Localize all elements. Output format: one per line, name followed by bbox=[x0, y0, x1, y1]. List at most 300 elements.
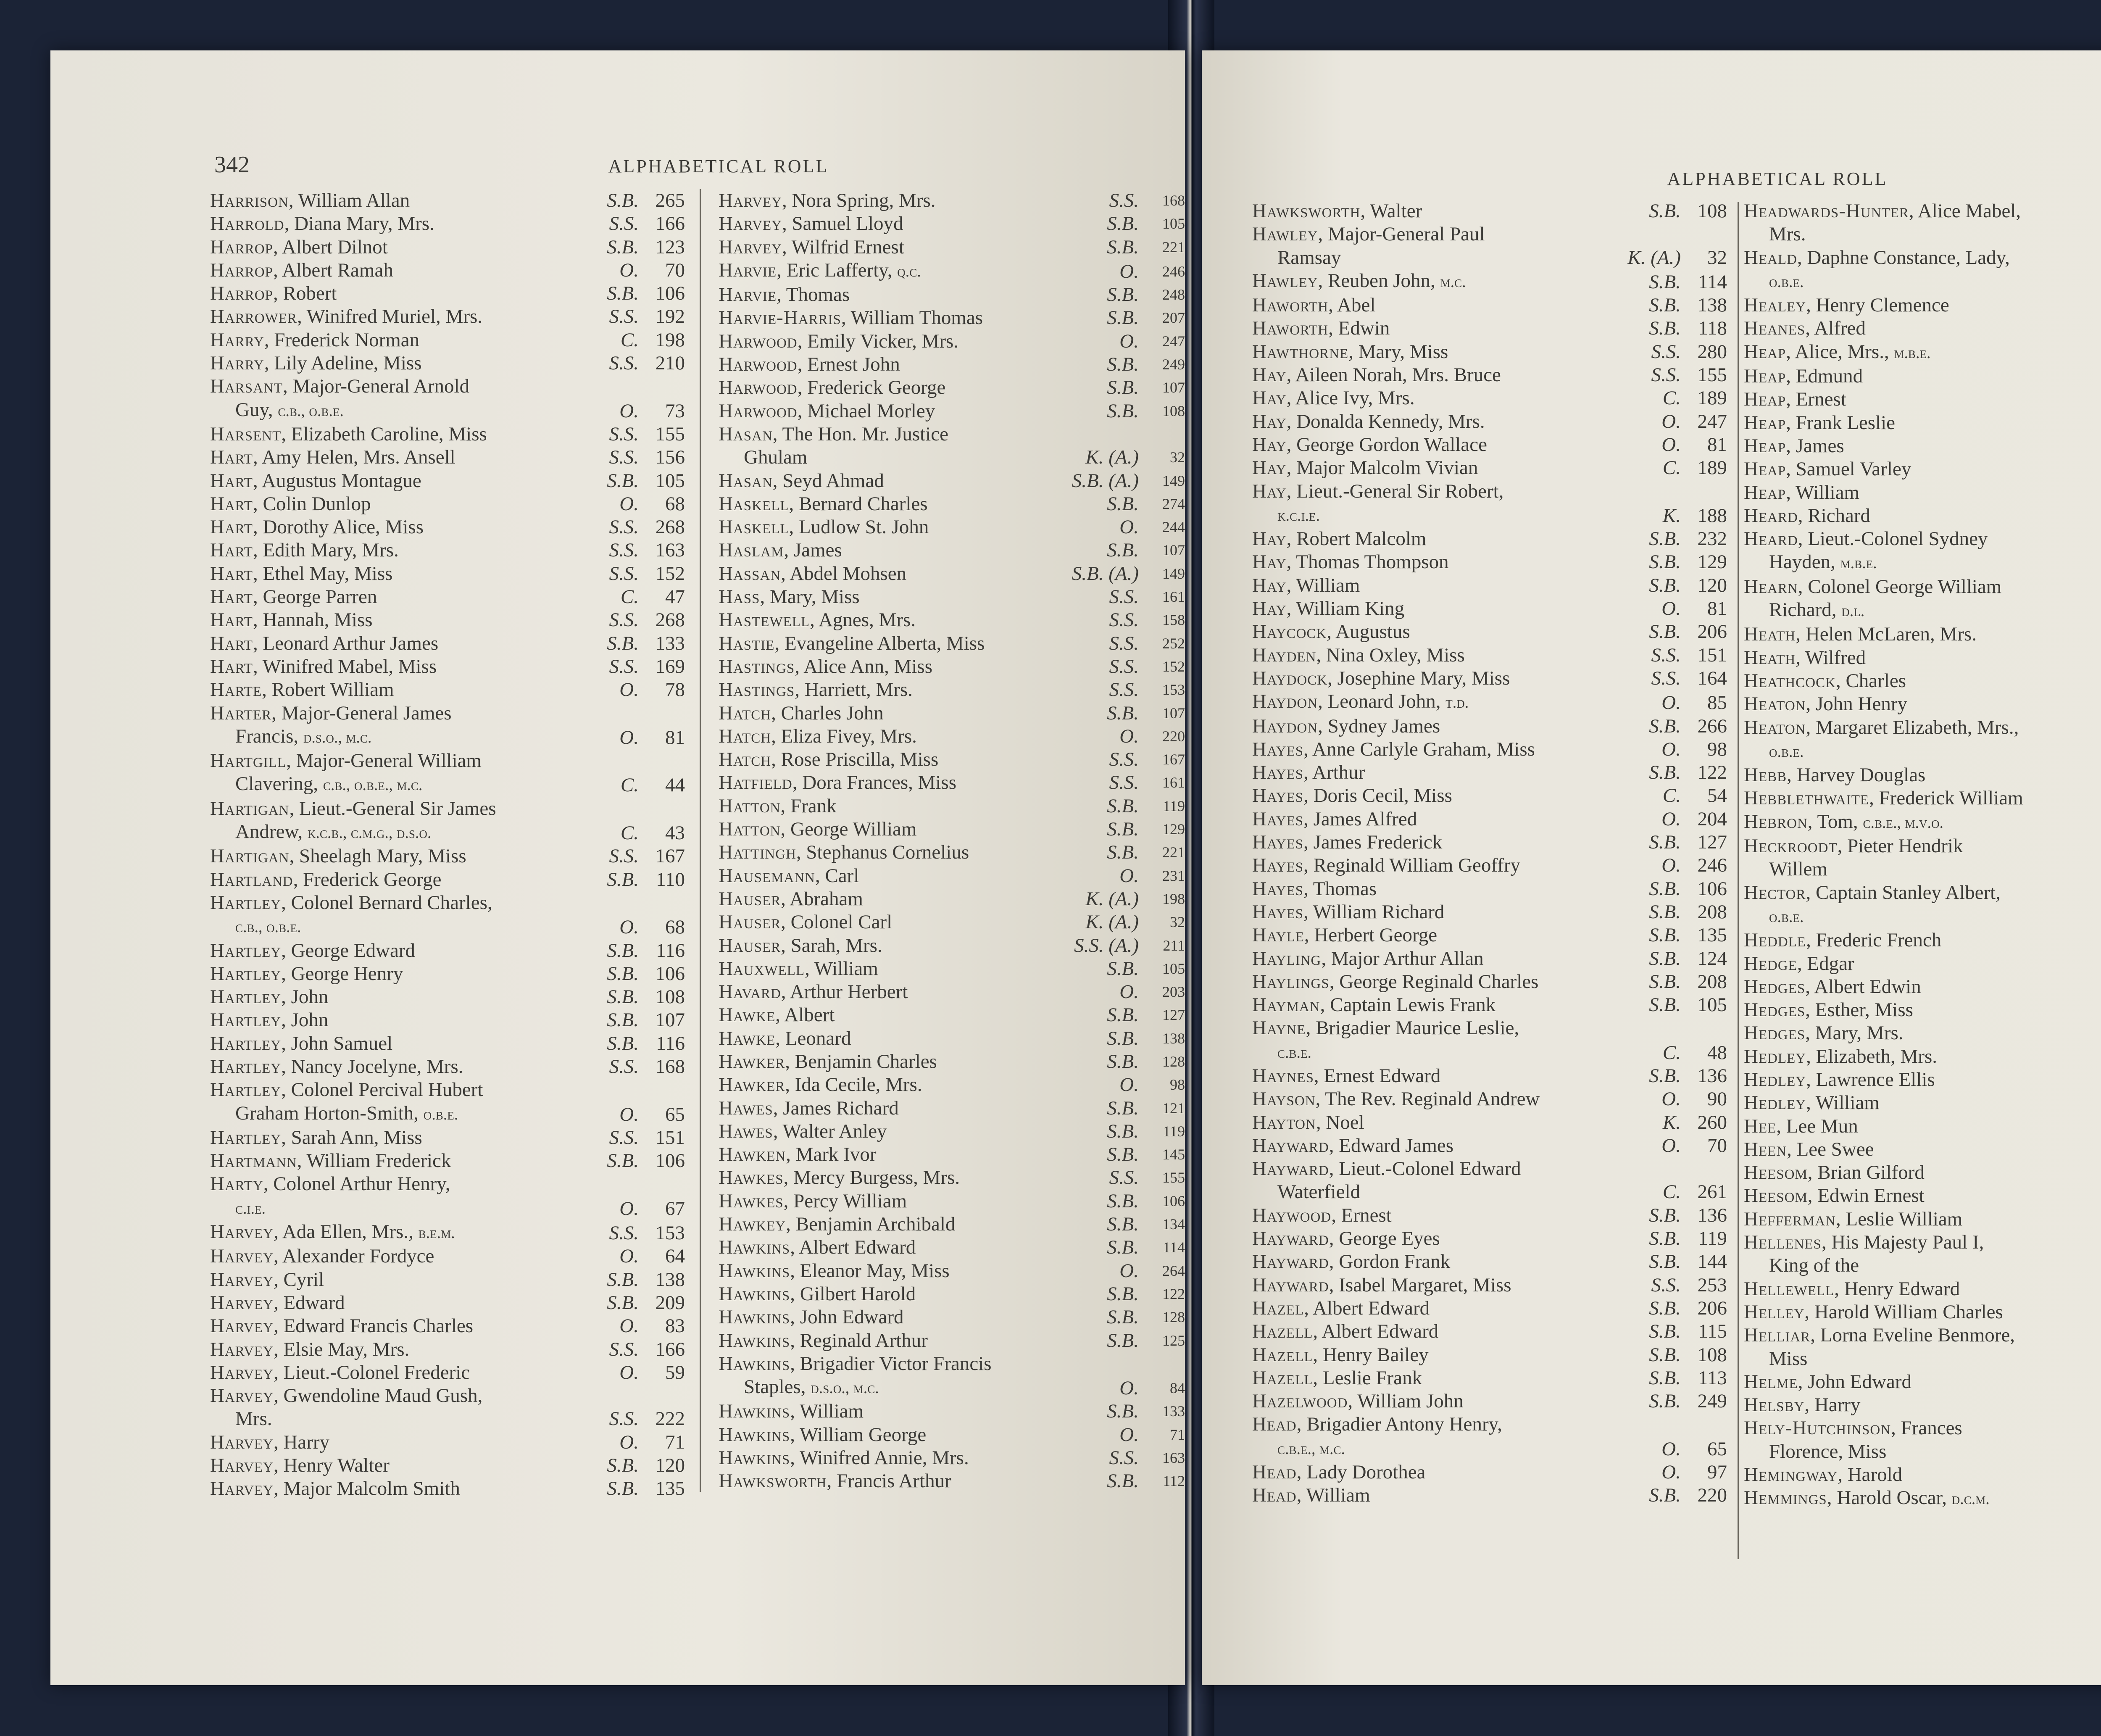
award-class: S.B. bbox=[1649, 1320, 1681, 1343]
roll-entry bbox=[1252, 294, 1727, 317]
page-reference: 67 bbox=[665, 1197, 685, 1220]
page-reference: 98 bbox=[1170, 1076, 1185, 1093]
roll-entry bbox=[210, 1384, 685, 1431]
given-names: , Ludlow St. John bbox=[789, 516, 929, 538]
page-reference: 113 bbox=[1698, 1367, 1727, 1389]
award-class: S.B. bbox=[1649, 200, 1681, 222]
roll-entry bbox=[1252, 1111, 1727, 1134]
page-reference: 232 bbox=[1697, 528, 1727, 550]
honours: c.b.e. bbox=[1277, 1043, 1312, 1062]
surname: Heald bbox=[1744, 246, 1797, 269]
given-names: , George Edward bbox=[281, 939, 415, 962]
roll-entry bbox=[1252, 223, 1727, 269]
award-class: S.S. bbox=[1109, 586, 1139, 608]
surname: Heathcock bbox=[1744, 669, 1836, 692]
entry-line bbox=[719, 609, 1080, 632]
roll-entry bbox=[1744, 1324, 2101, 1370]
given-names: , Abel bbox=[1328, 294, 1376, 316]
given-names: , John Samuel bbox=[281, 1032, 393, 1054]
given-names: , Captain Stanley Albert, bbox=[1806, 881, 2001, 904]
entry-line bbox=[210, 939, 580, 962]
given-names: , Colonel Arthur Henry, bbox=[263, 1173, 450, 1195]
award-class: O. bbox=[1661, 1134, 1681, 1156]
surname: Hawkes bbox=[719, 1167, 784, 1189]
given-names: , Major Arthur Allan bbox=[1321, 947, 1484, 969]
given-names: , Mary, Mrs. bbox=[1805, 1022, 1904, 1044]
page-reference: 115 bbox=[1698, 1320, 1727, 1343]
award-class: S.S. bbox=[1109, 772, 1139, 794]
entry-line bbox=[1252, 1204, 1622, 1227]
given-names: , Albert Edward bbox=[1304, 1297, 1430, 1319]
page-reference: 149 bbox=[1162, 565, 1185, 582]
given-names: , Lee Swee bbox=[1787, 1138, 1874, 1160]
roll-entry bbox=[210, 891, 685, 939]
roll-entry bbox=[719, 306, 1185, 329]
entry-line bbox=[210, 1454, 580, 1477]
surname: Hay bbox=[1252, 551, 1287, 573]
roll-entry bbox=[719, 980, 1185, 1004]
page-reference: 209 bbox=[655, 1291, 685, 1314]
given-names: , Leonard Arthur James bbox=[253, 632, 439, 654]
page-reference: 54 bbox=[1707, 785, 1727, 807]
entry-line bbox=[1744, 929, 2101, 952]
entry-line bbox=[1252, 1088, 1622, 1111]
roll-entry bbox=[1744, 1486, 2101, 1511]
given-names: , Dorothy Alice, Miss bbox=[253, 516, 424, 538]
given-names: , Ernest bbox=[1331, 1204, 1392, 1226]
entry-line bbox=[210, 725, 580, 749]
surname: Hastewell bbox=[719, 609, 810, 631]
given-names: , Frederick William bbox=[1869, 787, 2023, 809]
given-names: , John Edward bbox=[790, 1306, 904, 1328]
honours: o.b.e. bbox=[1769, 273, 1804, 291]
entry-line bbox=[1252, 551, 1622, 574]
given-names: , George Parren bbox=[253, 586, 377, 608]
page-reference: 107 bbox=[1162, 542, 1185, 559]
award-class: S.B. bbox=[1107, 284, 1139, 306]
roll-entry bbox=[1252, 667, 1727, 690]
entry-line bbox=[1252, 433, 1622, 456]
surname: Harvey bbox=[719, 236, 782, 258]
surname: Hartigan bbox=[210, 845, 290, 867]
page-reference: 261 bbox=[1697, 1181, 1727, 1203]
roll-entry bbox=[1744, 787, 2101, 810]
entry-line bbox=[719, 562, 1080, 585]
surname: Haynes bbox=[1252, 1064, 1314, 1087]
award-class: S.S. bbox=[609, 213, 639, 235]
roll-entry bbox=[1744, 340, 2101, 365]
given-names: , Henry Edward bbox=[1834, 1278, 1960, 1300]
award-class: S.B. bbox=[1107, 307, 1139, 329]
entry-line bbox=[719, 376, 1080, 399]
given-names: , William bbox=[805, 957, 878, 980]
given-names: , The Hon. Mr. Justice bbox=[772, 423, 948, 445]
page-reference: 153 bbox=[1162, 681, 1185, 698]
given-names: , Abraham bbox=[781, 888, 863, 910]
honours: o.b.e. bbox=[1769, 908, 1804, 926]
roll-entry bbox=[719, 841, 1185, 864]
award-class: O. bbox=[1119, 725, 1139, 747]
page-reference: 198 bbox=[655, 329, 685, 351]
award-class: S.B. bbox=[1649, 1390, 1681, 1412]
surname: Harte bbox=[210, 679, 262, 701]
award-class: S.S. bbox=[1109, 609, 1139, 631]
roll-entry bbox=[1744, 1091, 2101, 1114]
entry-line bbox=[1744, 1115, 2101, 1138]
surname: Harwood bbox=[719, 353, 798, 376]
given-names: , Brigadier Antony Henry, bbox=[1296, 1413, 1502, 1436]
entry-line bbox=[210, 539, 580, 562]
entry-line bbox=[1744, 1091, 2101, 1114]
surname: Hastings bbox=[719, 679, 795, 701]
page-reference: 108 bbox=[1697, 200, 1727, 222]
page-reference: 145 bbox=[1162, 1146, 1185, 1163]
page-reference: 133 bbox=[655, 632, 685, 654]
page-reference: 166 bbox=[655, 1338, 685, 1360]
given-names: , Lieut.-Colonel Sydney bbox=[1798, 528, 1988, 550]
surname: Hawkins bbox=[719, 1329, 790, 1351]
entry-line bbox=[1252, 1227, 1622, 1250]
roll-entry bbox=[1744, 835, 2101, 881]
given-names: Andrew, bbox=[235, 821, 308, 843]
entry-line bbox=[210, 914, 580, 939]
page-reference: 71 bbox=[665, 1431, 685, 1453]
page-reference: 189 bbox=[1697, 457, 1727, 479]
roll-entry bbox=[719, 818, 1185, 841]
surname: Hemingway bbox=[1744, 1464, 1838, 1486]
surname: Hee bbox=[1744, 1115, 1777, 1137]
given-names: , William Allan bbox=[288, 190, 410, 211]
page-reference: 268 bbox=[655, 516, 685, 538]
entry-line bbox=[719, 330, 1080, 353]
roll-entry bbox=[1744, 458, 2101, 481]
page-reference: 65 bbox=[665, 1103, 685, 1125]
roll-entry bbox=[1252, 456, 1727, 479]
given-names: , Robert William bbox=[262, 679, 394, 701]
surname: Hawkins bbox=[719, 1236, 790, 1259]
roll-entry bbox=[1744, 1138, 2101, 1161]
entry-line bbox=[210, 446, 580, 469]
surname: Hawke bbox=[719, 1027, 776, 1049]
entry-line bbox=[1252, 1413, 1622, 1436]
given-names: , Thomas bbox=[1303, 877, 1377, 900]
honours: o.b.e. bbox=[423, 1105, 458, 1123]
surname: Hatfield bbox=[719, 772, 792, 794]
given-names: , Sydney James bbox=[1318, 715, 1440, 737]
surname: Hasan bbox=[719, 469, 773, 492]
given-names: , Ernest John bbox=[797, 353, 900, 376]
roll-entry bbox=[1744, 716, 2101, 764]
entry-line bbox=[1744, 835, 2101, 858]
entry-line bbox=[1744, 340, 2101, 365]
entry-line bbox=[1252, 503, 1622, 527]
entry-line bbox=[1252, 269, 1622, 294]
surname: Hartmann bbox=[210, 1150, 297, 1172]
roll-entry bbox=[210, 446, 685, 469]
page-reference: 44 bbox=[665, 774, 685, 796]
entry-line bbox=[210, 493, 580, 516]
surname: Hatton bbox=[719, 818, 781, 840]
roll-entry bbox=[1744, 411, 2101, 435]
award-class: O. bbox=[1661, 854, 1681, 877]
page-reference: 207 bbox=[1162, 309, 1185, 327]
roll-entry bbox=[1252, 1088, 1727, 1111]
given-names: , Ethel May, Miss bbox=[253, 562, 393, 585]
roll-entry bbox=[1252, 1461, 1727, 1484]
given-names: , James Alfred bbox=[1303, 808, 1417, 830]
entry-line bbox=[1744, 1161, 2101, 1184]
roll-entry bbox=[1252, 1064, 1727, 1088]
surname: Hayton bbox=[1252, 1111, 1316, 1133]
roll-entry bbox=[1252, 574, 1727, 597]
award-class: O. bbox=[619, 916, 639, 938]
page-reference: 98 bbox=[1707, 738, 1727, 760]
surname: Headwards-Hunter bbox=[1744, 200, 1909, 222]
award-class: S.B. bbox=[607, 939, 639, 962]
surname: Haylings bbox=[1252, 970, 1330, 993]
roll-entry bbox=[1252, 410, 1727, 433]
given-names: , Henry Clemence bbox=[1806, 294, 1949, 316]
page-reference: 138 bbox=[1162, 1030, 1185, 1047]
entry-line bbox=[1252, 1343, 1622, 1367]
page-reference: 189 bbox=[1697, 387, 1727, 409]
surname: Hazell bbox=[1252, 1367, 1313, 1389]
award-class: S.S. bbox=[609, 1408, 639, 1430]
award-class: S.B. bbox=[607, 986, 639, 1008]
entry-line bbox=[1252, 1111, 1622, 1134]
surname: Hart bbox=[210, 493, 253, 515]
surname: Hector bbox=[1744, 881, 1806, 904]
roll-entry bbox=[210, 352, 685, 375]
roll-entry bbox=[210, 516, 685, 539]
roll-entry bbox=[210, 1315, 685, 1338]
given-names: , Colonel George William bbox=[1798, 575, 2002, 598]
given-names: , John bbox=[281, 1009, 329, 1031]
given-names: , Pieter Hendrik bbox=[1837, 835, 1963, 857]
roll-entry bbox=[1744, 1394, 2101, 1417]
roll-entry bbox=[719, 678, 1185, 701]
roll-entry bbox=[1252, 1274, 1727, 1297]
page-reference: 134 bbox=[1162, 1216, 1185, 1233]
surname: Harvey bbox=[210, 1454, 274, 1477]
honours: d.c.m. bbox=[1951, 1490, 1990, 1508]
given-names: , Winifred Muriel, Mrs. bbox=[297, 306, 483, 328]
given-names: , Major Malcolm Smith bbox=[273, 1478, 460, 1500]
roll-entry bbox=[1252, 1204, 1727, 1227]
page-reference: 144 bbox=[1697, 1251, 1727, 1273]
given-names: , Mercy Burgess, Mrs. bbox=[783, 1167, 960, 1189]
given-names: , Colonel Bernard Charles, bbox=[281, 891, 492, 914]
roll-entry bbox=[1252, 480, 1727, 528]
given-names: , William bbox=[1786, 481, 1860, 503]
page-reference: 121 bbox=[1162, 1099, 1185, 1117]
surname: Hayward bbox=[1252, 1251, 1329, 1273]
entry-line bbox=[719, 864, 1080, 888]
surname: Hawkins bbox=[719, 1400, 790, 1423]
given-names: Staples, bbox=[744, 1376, 811, 1398]
surname: Hebb bbox=[1744, 764, 1787, 786]
given-names: , Edwin bbox=[1328, 317, 1390, 340]
surname: Hawkins bbox=[719, 1447, 790, 1469]
award-class: O. bbox=[619, 259, 639, 281]
entry-line bbox=[1252, 574, 1622, 597]
given-names: , Major-General William bbox=[286, 750, 482, 772]
entry-line bbox=[1252, 644, 1622, 667]
given-names: , Ernest bbox=[1786, 388, 1846, 411]
surname: Hayward bbox=[1252, 1228, 1329, 1250]
given-names: , Eleanor May, Miss bbox=[790, 1259, 950, 1282]
award-class: S.S. bbox=[1109, 655, 1139, 677]
surname: Hayson bbox=[1252, 1088, 1316, 1110]
given-names: , Bernard Charles bbox=[789, 493, 928, 515]
given-names: , Albert Edward bbox=[1313, 1320, 1439, 1343]
entry-line bbox=[1252, 1064, 1622, 1088]
roll-column bbox=[719, 189, 1185, 1493]
page-reference: 127 bbox=[1162, 1006, 1185, 1024]
surname: Heath bbox=[1744, 623, 1796, 645]
roll-entry bbox=[210, 1172, 685, 1220]
roll-entry bbox=[1744, 1022, 2101, 1045]
entry-line bbox=[1252, 715, 1622, 738]
given-names: Miss bbox=[1769, 1347, 1808, 1370]
entry-line bbox=[1744, 975, 2101, 998]
roll-entry bbox=[210, 702, 685, 750]
entry-line bbox=[210, 236, 580, 259]
given-names: , Albert Dilnot bbox=[273, 236, 388, 258]
page-reference: 246 bbox=[1162, 263, 1185, 280]
entry-line bbox=[210, 962, 580, 985]
column-divider bbox=[1738, 202, 1739, 1559]
running-head-title: ALPHABETICAL ROLL bbox=[608, 156, 829, 176]
surname: Hatch bbox=[719, 702, 771, 724]
entry-line bbox=[719, 678, 1080, 701]
page-reference: 156 bbox=[655, 446, 685, 469]
given-names: , James Richard bbox=[773, 1097, 899, 1119]
page-reference: 108 bbox=[655, 986, 685, 1008]
award-class: O. bbox=[1661, 692, 1681, 714]
given-names: , Reuben John, bbox=[1318, 269, 1440, 292]
entry-line bbox=[719, 493, 1080, 516]
entry-line bbox=[1744, 527, 2101, 551]
given-names: , Albert Edwin bbox=[1805, 975, 1921, 998]
entry-line bbox=[719, 795, 1080, 818]
surname: Harvey bbox=[210, 1315, 274, 1337]
given-names: , Colin Dunlop bbox=[253, 493, 371, 515]
award-class: S.B. bbox=[1107, 1027, 1139, 1049]
award-class: S.B. bbox=[1649, 1367, 1681, 1389]
surname: Hayling bbox=[1252, 947, 1322, 969]
given-names: Francis, bbox=[235, 725, 303, 747]
given-names: , Harold William Charles bbox=[1804, 1301, 2003, 1323]
entry-line bbox=[719, 1050, 1080, 1073]
page-reference: 114 bbox=[1698, 271, 1727, 293]
given-names: , George William bbox=[780, 818, 917, 840]
entry-line bbox=[719, 980, 1080, 1004]
surname: Harrison bbox=[210, 190, 289, 211]
entry-line bbox=[210, 655, 580, 678]
roll-entry bbox=[210, 189, 685, 212]
honours: c.b., o.b.e. bbox=[278, 402, 344, 420]
roll-entry bbox=[1252, 387, 1727, 410]
award-class: S.S. bbox=[1109, 679, 1139, 701]
award-class: S.B. bbox=[1107, 1190, 1139, 1212]
column-divider bbox=[700, 189, 701, 1492]
given-names: , Doris Cecil, Miss bbox=[1303, 785, 1452, 807]
roll-entry bbox=[719, 1446, 1185, 1470]
entry-line bbox=[719, 585, 1080, 609]
award-class: O. bbox=[619, 1245, 639, 1267]
roll-entry bbox=[1252, 364, 1727, 387]
entry-line bbox=[210, 1149, 580, 1172]
given-names: , William Frederick bbox=[297, 1150, 451, 1172]
roll-entry bbox=[1252, 831, 1727, 854]
page-reference: 206 bbox=[1697, 1297, 1727, 1319]
surname: Hastie bbox=[719, 632, 775, 654]
entry-line bbox=[1744, 481, 2101, 504]
award-class: S.B. bbox=[1107, 1050, 1139, 1072]
award-class: S.S. bbox=[609, 1055, 639, 1077]
award-class: K. (A.) bbox=[1627, 246, 1681, 269]
given-names: , Major-General Arnold bbox=[282, 375, 470, 398]
award-class: S.B. bbox=[1107, 236, 1139, 258]
entry-line bbox=[1252, 294, 1622, 317]
roll-entry bbox=[210, 305, 685, 328]
entry-line bbox=[1252, 877, 1622, 901]
given-names: Guy, bbox=[235, 398, 278, 421]
award-class: O. bbox=[1119, 1259, 1139, 1282]
surname: Heen bbox=[1744, 1138, 1787, 1160]
entry-line bbox=[719, 841, 1080, 864]
given-names: , Lieut.-General Sir James bbox=[289, 797, 496, 819]
given-names: , Nina Oxley, Miss bbox=[1316, 644, 1465, 666]
entry-line bbox=[210, 868, 580, 891]
given-names: , Frederick George bbox=[293, 868, 442, 890]
page-reference: 247 bbox=[1697, 410, 1727, 432]
entry-line bbox=[210, 609, 580, 632]
roll-entry bbox=[719, 400, 1185, 423]
award-class: S.B. bbox=[1107, 213, 1139, 235]
award-class: S.B. bbox=[1649, 1064, 1681, 1087]
roll-entry bbox=[210, 1338, 685, 1361]
given-names: , Francis Arthur bbox=[827, 1470, 951, 1492]
award-class: S.S. bbox=[1109, 632, 1139, 654]
given-names: , James Frederick bbox=[1303, 831, 1443, 854]
award-class: S.B. bbox=[1649, 924, 1681, 946]
roll-entry bbox=[719, 212, 1185, 235]
entry-line bbox=[1252, 1484, 1622, 1507]
surname: Head bbox=[1252, 1413, 1297, 1436]
given-names: , William Thomas bbox=[841, 307, 983, 329]
surname: Heap bbox=[1744, 458, 1786, 480]
surname: Heaton bbox=[1744, 693, 1806, 715]
page-reference: 167 bbox=[1162, 751, 1185, 768]
given-names: , Edwin Ernest bbox=[1807, 1185, 1925, 1207]
page-reference: 32 bbox=[1170, 449, 1185, 466]
page-reference: 208 bbox=[1697, 901, 1727, 923]
honours: k.c.i.e. bbox=[1277, 506, 1320, 524]
roll-entry bbox=[1744, 952, 2101, 975]
page-reference: 168 bbox=[1162, 192, 1185, 209]
page-reference: 122 bbox=[1697, 761, 1727, 784]
award-class: S.S. bbox=[609, 845, 639, 867]
award-class: S.S. bbox=[1109, 1167, 1139, 1189]
award-class: S.S. bbox=[1651, 667, 1681, 689]
surname: Haycock bbox=[1252, 621, 1327, 643]
given-names: , Mary, Miss bbox=[760, 586, 860, 608]
award-class: S.B. bbox=[1649, 551, 1681, 573]
page-reference: 151 bbox=[1697, 644, 1727, 666]
page-reference: 107 bbox=[1162, 704, 1185, 722]
